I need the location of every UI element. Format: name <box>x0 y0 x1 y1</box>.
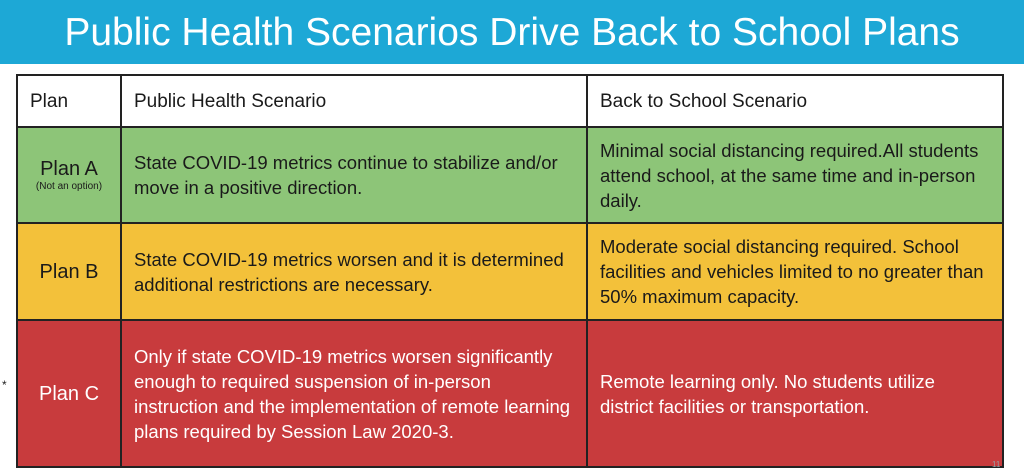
plan-b-cell <box>17 223 121 320</box>
page-title: Public Health Scenarios Drive Back to School Plans <box>64 10 960 54</box>
plan-a-label: Plan A <box>40 158 98 180</box>
plan-a-public-health: State COVID-19 metrics continue to stabilize and/or move in a positive direction. <box>121 127 587 223</box>
corner-mark: 11 <box>992 460 1001 469</box>
plan-b-back-to-school: Moderate social distancing required. School facilities and vehicles limited to no greater than 50% maximum capacity. <box>587 223 1003 320</box>
table-row-plan-b <box>17 223 1003 320</box>
title-banner <box>0 0 1024 64</box>
header-public-health-scenario: Public Health Scenario <box>121 75 587 127</box>
footnote-asterisk: * <box>2 378 7 392</box>
table-row-plan-a <box>17 127 1003 223</box>
plan-c-label: Plan C <box>38 382 100 405</box>
table-header-row <box>17 75 1003 127</box>
plan-a-note: (Not an option) <box>35 181 103 192</box>
plan-c-public-health: Only if state COVID-19 metrics worsen significantly enough to required suspension of in-person instruction and the implementation of remote learning plans required by Session Law 2020-3. <box>121 320 587 467</box>
plan-c-back-to-school: Remote learning only. No students utilize district facilities or transportation. <box>587 320 1003 467</box>
plan-b-public-health: State COVID-19 metrics worsen and it is determined additional restrictions are necessary. <box>121 223 587 320</box>
plan-c-cell <box>17 320 121 467</box>
header-back-to-school-scenario: Back to School Scenario <box>587 75 1003 127</box>
plan-b-label: Plan B <box>39 260 99 283</box>
plan-a-cell <box>17 127 121 223</box>
table-row-plan-c <box>17 320 1003 467</box>
plan-a-back-to-school: Minimal social distancing required.All students attend school, at the same time and in-person daily. <box>587 127 1003 223</box>
header-plan: Plan <box>17 75 121 127</box>
plans-table <box>16 74 1004 468</box>
